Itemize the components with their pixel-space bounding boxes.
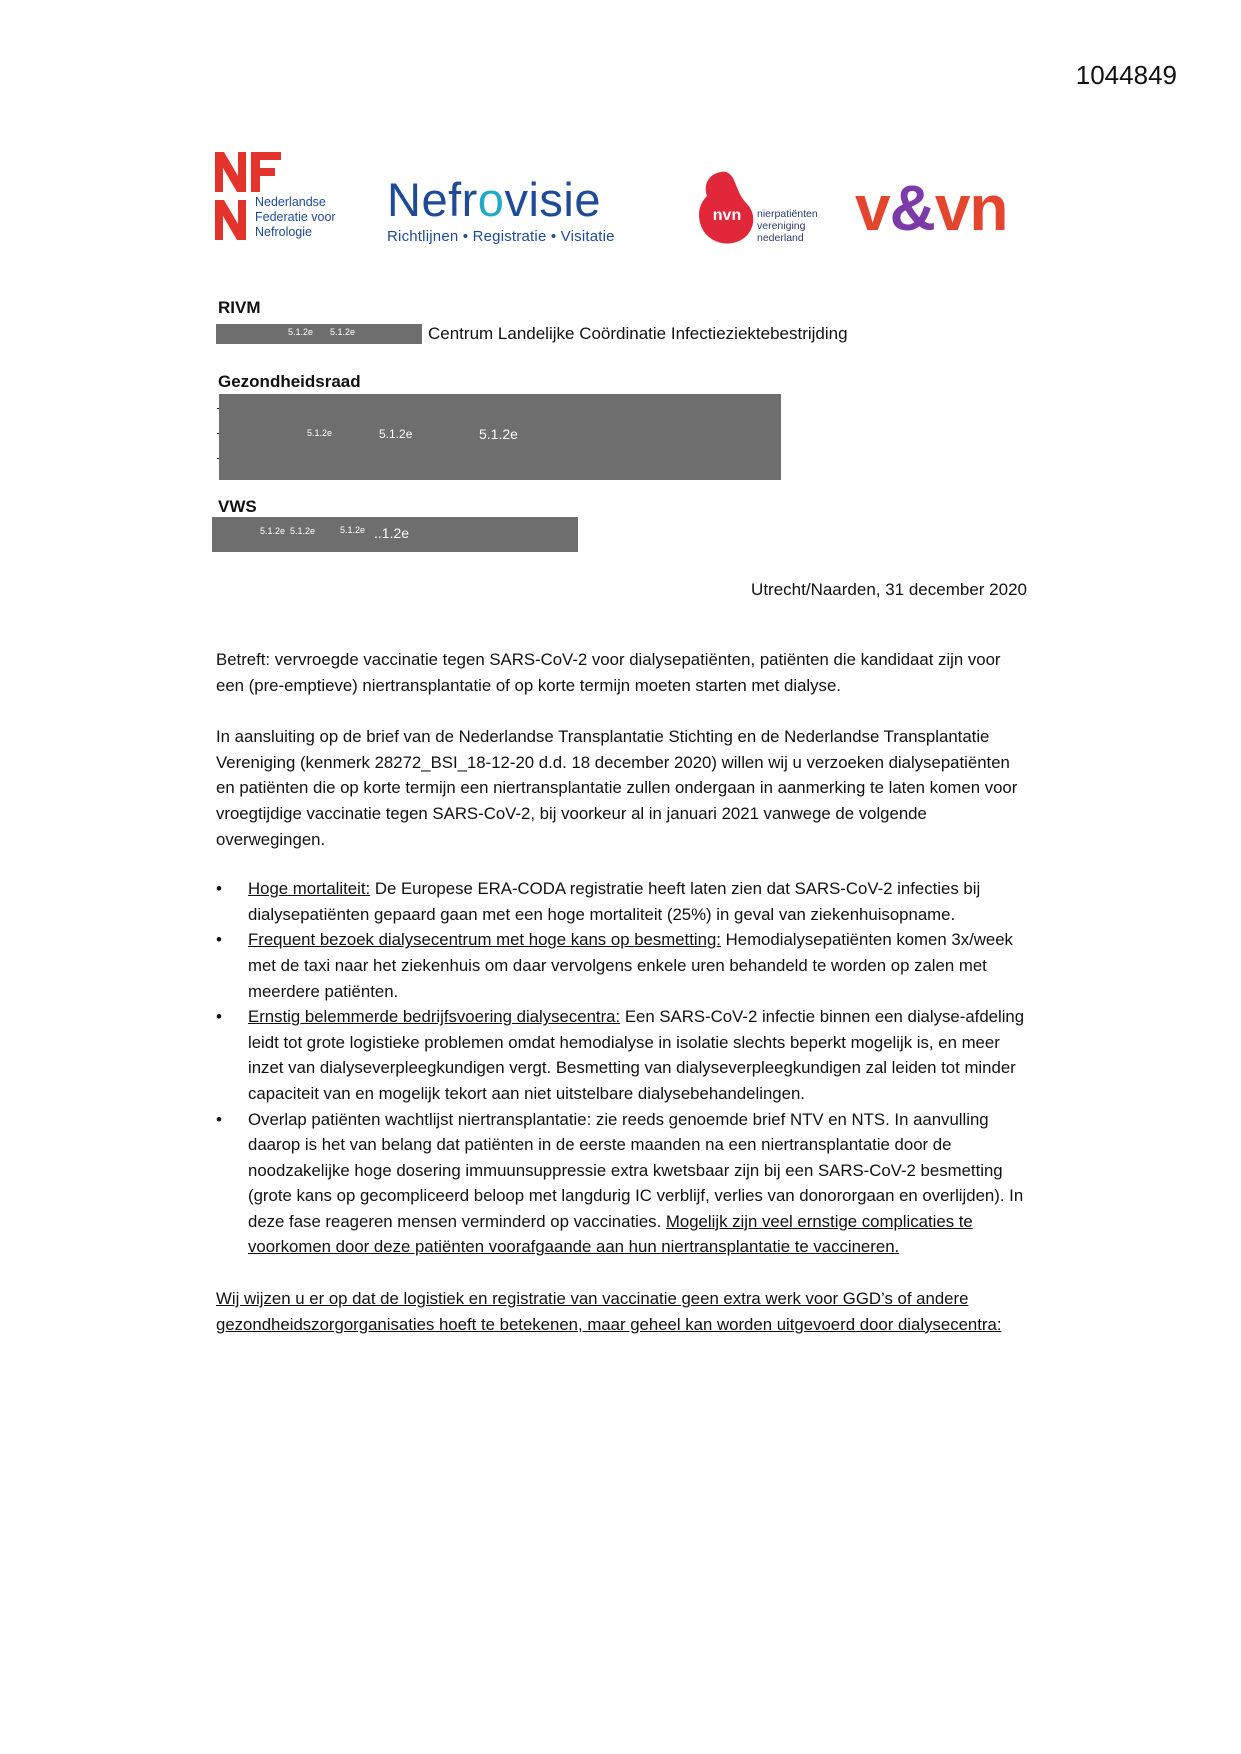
gezondheidsraad-redaction: [219, 394, 781, 480]
nefrovisie-title-end: visie: [504, 173, 601, 226]
nfn-logo: [215, 150, 355, 245]
nvn-line-2: vereniging: [757, 220, 806, 232]
vws-label: VWS: [218, 497, 257, 516]
document-id: 1044849: [1075, 60, 1177, 90]
list-item: [216, 927, 1026, 1004]
vws-redaction: [212, 517, 578, 552]
vvn-vn: vn: [934, 172, 1008, 244]
list-item: [216, 876, 1026, 927]
vvn-logo: [855, 172, 1008, 244]
redaction-code: 5.1.2e: [288, 327, 314, 337]
gezondheidsraad-label: Gezondheidsraad: [218, 372, 361, 391]
nvn-mark: nvn: [712, 207, 742, 224]
subject-line: Betreft: vervroegde vaccinatie tegen SARS-CoV-2 voor dialysepatiënten, patiënten die kandidaat zijn voor een (pre-emptieve) niertransplantatie of op korte termijn moeten starten met dialyse.: [216, 650, 1001, 695]
vvn-ampersand: &: [889, 172, 935, 244]
consideration-heading: Ernstig belemmerde bedrijfsvoering dialysecentra:: [248, 1007, 621, 1027]
considerations-list: [216, 876, 1026, 1260]
nfn-line-2: Federatie voor: [255, 210, 336, 224]
nvn-line-3: nederland: [757, 232, 804, 244]
redaction-code: 5.1.2e: [307, 428, 333, 438]
consideration-underlined-conclusion: Mogelijk zijn veel ernstige complicaties te voorkomen door deze patiënten voorafgaande aan hun niertransplantatie te vaccineren.: [248, 1211, 973, 1257]
nefrovisie-title-start: Nefr: [387, 173, 478, 226]
nefrovisie-title-o: o: [477, 173, 505, 226]
rivm-department: Centrum Landelijke Coördinatie Infectieziektebestrijding: [428, 324, 848, 343]
nvn-line-1: nierpatiënten: [757, 208, 818, 220]
redaction-code: 5.1.2e: [479, 426, 518, 442]
logo-strip: [215, 150, 1030, 260]
rivm-redaction: [216, 324, 422, 344]
consideration-text: De Europese ERA-CODA registratie heeft laten zien dat SARS-CoV-2 infecties bij dialysepatiënten gepaard gaan met een hoge mortaliteit (25%) in geval van ziekenhuisopname.: [248, 879, 981, 924]
nefrovisie-tagline: Richtlijnen • Registratie • Visitatie: [387, 228, 615, 245]
nvn-logo: [697, 170, 837, 250]
consideration-text: Overlap patiënten wachtlijst niertransplantatie: zie reeds genoemde brief NTV en NTS. In aanvulling daarop is het van belang dat patiënten in de eerste maanden na een niertransplantatie door de noodzakelijke hoge dosering immuunsuppressie extra kwetsbaar zijn bij een SARS-CoV-2 besmetting (grote kans op gecompliceerd beloop met langdurig IC verblijf, verlies van donororgaan en overlijden). In deze fase reageren mensen verminderd op vaccinaties.: [248, 1109, 1024, 1231]
consideration-heading: Frequent bezoek dialysecentrum met hoge kans op besmetting:: [248, 930, 721, 950]
consideration-text: Hemodialysepatiënten komen 3x/week met de taxi naar het ziekenhuis om daar vervolgens enkele uren behandeld te worden op zalen met meerdere patiënten.: [248, 930, 1013, 1001]
closing-paragraph: Wij wijzen u er op dat de logistiek en registratie van vaccinatie geen extra werk voor GGD’s of andere gezondheidszorgorganisaties hoeft te betekenen, maar geheel kan worden uitgevoerd door dialysecentra:: [216, 1289, 1002, 1334]
list-item: [216, 1004, 1026, 1106]
kidney-drop-icon: [697, 170, 757, 250]
redaction-code: 5.1.2e: [340, 525, 366, 535]
nvn-name: [757, 208, 818, 244]
redaction-code: 5.1.2e: [290, 526, 316, 536]
redaction-code: ..1.2e: [374, 525, 410, 541]
consideration-text: Een SARS-CoV-2 infectie binnen een dialyse-afdeling leidt tot grote logistieke problemen omdat hemodialyse in isolatie slechts beperkt mogelijk is, en meer inzet van dialyseverpleegkundigen vergt. Besmetting van dialyseverpleegkundigen zal leiden tot minder capaciteit van en mogelijk tekort aan niet uitstelbare dialysebehandelingen.: [248, 1007, 1025, 1103]
consideration-heading: Hoge mortaliteit:: [248, 879, 371, 899]
rivm-label: RIVM: [218, 298, 261, 317]
nfn-name: [255, 195, 336, 240]
intro-paragraph: In aansluiting op de brief van de Nederlandse Transplantatie Stichting en de Nederlandse Transplantatie Vereniging (kenmerk 28272_BSI_18-12-20 d.d. 18 december 2020) willen wij u verzoeken dialysepatiënten en patiënten die op korte termijn een niertransplantatie zullen ondergaan in aanmerking te laten komen voor vroegtijdige vaccinatie tegen SARS-CoV-2, bij voorkeur al in januari 2021 vanwege de volgende overwegingen.: [216, 727, 1018, 849]
redaction-code: 5.1.2e: [260, 526, 286, 536]
nefrovisie-title: [387, 175, 647, 225]
date-line: Utrecht/Naarden, 31 december 2020: [751, 580, 1027, 599]
redaction-code: 5.1.2e: [330, 327, 356, 337]
vvn-v: v: [855, 172, 890, 244]
nefrovisie-logo: [387, 175, 647, 245]
redaction-code: 5.1.2e: [379, 427, 413, 441]
list-item: [216, 1107, 1026, 1261]
nfn-line-3: Nefrologie: [255, 225, 312, 239]
letter-body: [216, 647, 1026, 1363]
nfn-line-1: Nederlandse: [255, 195, 326, 209]
